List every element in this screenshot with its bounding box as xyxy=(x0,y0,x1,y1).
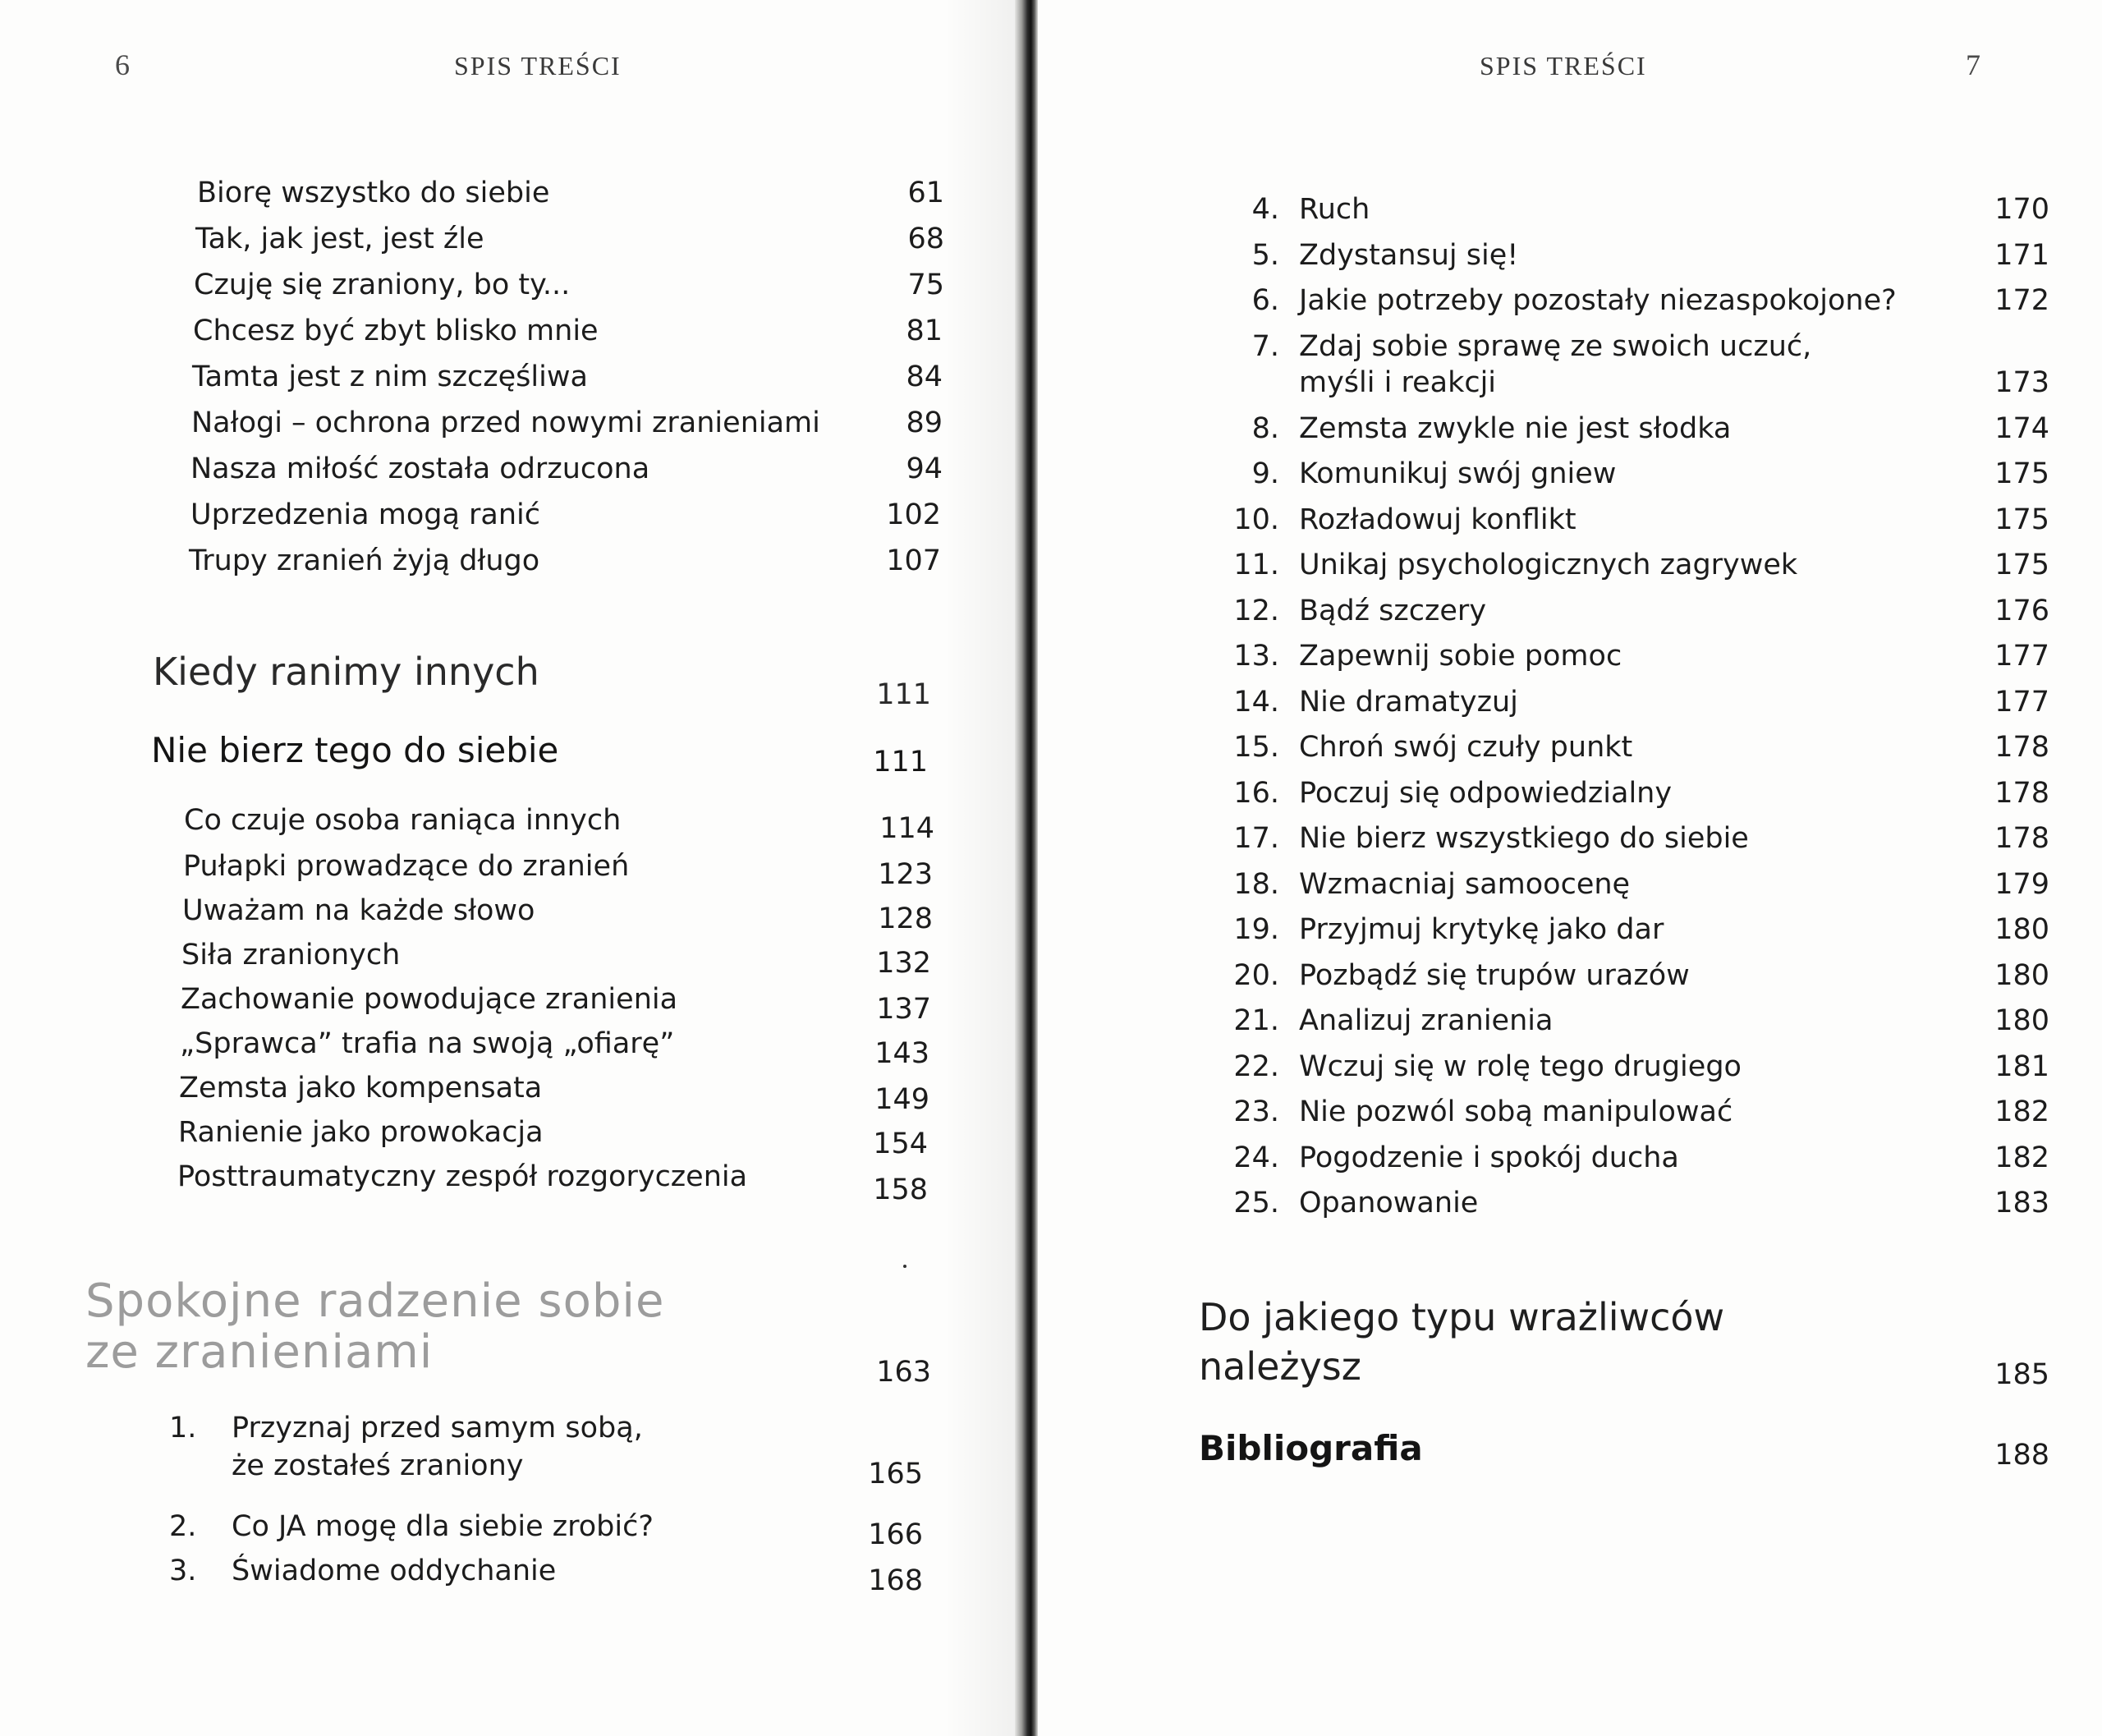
toc-entry-number: 5. xyxy=(1251,238,1279,272)
section-heading-page: 185 xyxy=(1994,1358,2049,1391)
toc-entry-title: Bądź szczery xyxy=(1299,594,1487,627)
toc-entry[interactable] xyxy=(1228,1093,2049,1131)
toc-entry-title: Siła zranionych xyxy=(181,939,401,971)
toc-entry-title: Pułapki prowadzące do zranień xyxy=(183,850,630,883)
toc-entry[interactable] xyxy=(189,174,944,212)
toc-entry-title: Uważam na każde słowo xyxy=(182,894,535,927)
toc-entry-number: 7. xyxy=(1251,329,1279,363)
toc-entry-title: Zdaj sobie sprawę ze swoich uczuć, xyxy=(1299,329,1812,363)
toc-entry[interactable] xyxy=(1228,282,2049,319)
toc-entry-title: Unikaj psychologicznych zagrywek xyxy=(1299,549,1798,581)
toc-entry-title: Poczuj się odpowiedzialny xyxy=(1299,776,1673,810)
toc-entry[interactable] xyxy=(1228,957,2049,994)
toc-entry-number: 14. xyxy=(1233,685,1279,719)
toc-entry-title: Posttraumatyczny zespół rozgoryczenia xyxy=(177,1160,748,1193)
toc-entry-title: Nie bierz wszystkiego do siebie xyxy=(1299,822,1749,855)
toc-entry-page: 175 xyxy=(1994,549,2049,581)
section-heading-title-line2: należysz xyxy=(1199,1344,1361,1389)
toc-entry-title: Wczuj się w rolę tego drugiego xyxy=(1299,1049,1742,1083)
toc-entry-title: Biorę wszystko do siebie xyxy=(197,177,550,209)
toc-entry[interactable] xyxy=(189,266,944,304)
toc-entry-page: 171 xyxy=(1994,238,2049,272)
toc-entry-page: 154 xyxy=(873,1127,928,1160)
toc-entry-title: Co JA mogę dla siebie zrobić? xyxy=(232,1510,654,1543)
toc-entry[interactable] xyxy=(169,1508,925,1551)
toc-entry[interactable] xyxy=(189,496,944,534)
toc-entry-number: 19. xyxy=(1233,913,1279,946)
toc-entry-page: 180 xyxy=(1994,1004,2049,1037)
toc-entry-title: Chcesz być zbyt blisko mnie xyxy=(193,315,599,347)
toc-entry[interactable] xyxy=(1228,501,2049,539)
toc-entry[interactable] xyxy=(189,220,944,258)
toc-entry[interactable] xyxy=(1228,237,2049,274)
toc-entry-title: Nałogi – ochrona przed nowymi zranieniami xyxy=(191,406,820,439)
toc-entry-title: Ranienie jako prowokacja xyxy=(178,1116,544,1149)
toc-entry-number: 9. xyxy=(1251,457,1279,490)
toc-entry-page: 114 xyxy=(879,812,934,845)
left-running-head: SPIS TREŚCI xyxy=(454,51,622,80)
section-heading-title-line1: Spokojne radzenie sobie xyxy=(85,1274,665,1328)
toc-entry-title: Zemsta zwykle nie jest słodka xyxy=(1299,411,1732,445)
toc-entry[interactable] xyxy=(1228,1184,2049,1222)
toc-entry-title: Opanowanie xyxy=(1299,1187,1479,1219)
toc-entry-page: 180 xyxy=(1994,913,2049,946)
toc-entry-number: 13. xyxy=(1233,640,1279,673)
toc-entry[interactable] xyxy=(1228,637,2049,675)
toc-entry[interactable] xyxy=(1228,328,2049,403)
toc-entry[interactable] xyxy=(189,358,944,396)
toc-entry-title: Pogodzenie i spokój ducha xyxy=(1299,1141,1679,1174)
toc-entry[interactable] xyxy=(1228,774,2049,812)
toc-entry-page: 132 xyxy=(876,947,931,980)
toc-entry[interactable] xyxy=(1228,410,2049,448)
toc-entry-page: 177 xyxy=(1994,640,2049,673)
toc-entry-page: 75 xyxy=(907,269,944,301)
toc-entry-page: 180 xyxy=(1994,958,2049,992)
toc-entry-page: 179 xyxy=(1994,867,2049,901)
toc-entry-page: 176 xyxy=(1994,594,2049,627)
toc-entry-page: 89 xyxy=(906,406,943,439)
toc-entry-title: Zachowanie powodujące zranienia xyxy=(181,983,678,1016)
toc-entry[interactable] xyxy=(1228,911,2049,948)
toc-entry-page: 68 xyxy=(907,223,944,255)
toc-entry-number: 4. xyxy=(1251,193,1279,226)
toc-entry[interactable] xyxy=(189,542,944,580)
left-page xyxy=(0,0,1015,1736)
toc-entry-page: 128 xyxy=(878,902,933,935)
toc-entry-number: 2. xyxy=(169,1510,197,1543)
right-page xyxy=(1038,0,2102,1736)
section-heading-page: 111 xyxy=(876,678,931,711)
toc-entry-page: 168 xyxy=(868,1564,923,1597)
toc-entry[interactable] xyxy=(1228,455,2049,493)
toc-entry-number: 15. xyxy=(1233,731,1279,764)
print-speck xyxy=(903,1265,906,1268)
toc-entry-page: 170 xyxy=(1994,193,2049,226)
toc-entry-number: 22. xyxy=(1233,1049,1279,1083)
toc-entry[interactable] xyxy=(169,1552,925,1597)
toc-entry-title: Nie dramatyzuj xyxy=(1299,685,1518,719)
section-heading-page: 111 xyxy=(873,746,928,778)
toc-entry-page: 177 xyxy=(1994,685,2049,719)
toc-entry-title-line2: myśli i reakcji xyxy=(1299,365,1497,399)
toc-entry-page: 178 xyxy=(1994,822,2049,855)
section-heading-title: Nie bierz tego do siebie xyxy=(151,730,559,770)
toc-entry-title: Chroń swój czuły punkt xyxy=(1299,731,1633,764)
section-heading-title-line1: Do jakiego typu wrażliwców xyxy=(1199,1295,1725,1339)
toc-entry[interactable] xyxy=(1228,546,2049,584)
toc-entry-page: 174 xyxy=(1994,411,2049,445)
toc-entry-page: 181 xyxy=(1994,1049,2049,1083)
toc-entry-page: 175 xyxy=(1994,457,2049,490)
toc-entry-page: 149 xyxy=(874,1083,929,1116)
toc-entry-page: 102 xyxy=(886,498,941,531)
toc-entry-number: 24. xyxy=(1233,1141,1279,1174)
toc-entry-page: 178 xyxy=(1994,776,2049,810)
toc-entry[interactable] xyxy=(178,1114,934,1160)
toc-entry-page: 107 xyxy=(886,544,941,577)
toc-entry-page: 94 xyxy=(906,452,943,485)
left-folio: 6 xyxy=(115,48,130,81)
book-gutter xyxy=(1015,0,1038,1736)
toc-entry-number: 1. xyxy=(169,1412,197,1444)
toc-entry-title: „Sprawca” trafia na swoją „ofiarę” xyxy=(180,1027,675,1060)
toc-entry-page: 81 xyxy=(906,315,943,347)
toc-entry[interactable] xyxy=(179,1069,934,1116)
toc-entry[interactable] xyxy=(179,936,934,980)
toc-entry-page: 61 xyxy=(907,177,944,209)
toc-entry-title: Jakie potrzeby pozostały niezaspokojone? xyxy=(1299,284,1897,317)
page-curve-shadow xyxy=(944,0,1015,1736)
toc-entry-title: Przyjmuj krytykę jako dar xyxy=(1299,913,1664,946)
toc-entry-page: 173 xyxy=(1994,365,2049,399)
toc-entry-title: Trupy zranień żyją długo xyxy=(189,544,540,577)
toc-entry[interactable] xyxy=(177,1158,934,1206)
toc-entry-page: 178 xyxy=(1994,731,2049,764)
toc-entry[interactable] xyxy=(189,450,944,488)
toc-entry[interactable] xyxy=(179,801,934,845)
toc-entry[interactable] xyxy=(189,404,944,442)
section-heading-title: Bibliografia xyxy=(1199,1428,1423,1468)
toc-entry-page: 175 xyxy=(1994,503,2049,536)
toc-entry[interactable] xyxy=(1228,191,2049,228)
toc-entry[interactable] xyxy=(1228,1002,2049,1040)
toc-entry-page: 158 xyxy=(873,1173,928,1206)
toc-entry-title: Czuję się zraniony, bo ty... xyxy=(194,269,571,301)
toc-entry-title: Przyznaj przed samym sobą, xyxy=(232,1412,643,1444)
toc-entry[interactable] xyxy=(179,981,934,1026)
toc-entry-title: Pozbądź się trupów urazów xyxy=(1299,958,1690,992)
toc-entry-title-line2: że zostałeś zraniony xyxy=(232,1449,524,1482)
toc-entry-number: 20. xyxy=(1233,958,1279,992)
right-running-head: SPIS TREŚCI xyxy=(1480,51,1647,80)
toc-entry-title: Komunikuj swój gniew xyxy=(1299,457,1617,490)
toc-entry-page: 182 xyxy=(1994,1141,2049,1174)
toc-entry[interactable] xyxy=(1228,1139,2049,1177)
toc-entry-number: 25. xyxy=(1233,1187,1279,1219)
toc-entry[interactable] xyxy=(1228,728,2049,766)
toc-entry-number: 18. xyxy=(1233,867,1279,901)
toc-entry-page: 84 xyxy=(906,361,943,393)
toc-entry[interactable] xyxy=(1228,683,2049,721)
toc-entry[interactable] xyxy=(1228,592,2049,630)
toc-entry-page: 172 xyxy=(1994,284,2049,317)
toc-entry-number: 12. xyxy=(1233,594,1279,627)
toc-entry-page: 182 xyxy=(1994,1095,2049,1128)
toc-entry-title: Co czuje osoba raniąca innych xyxy=(184,804,622,837)
toc-entry-title: Tak, jak jest, jest źle xyxy=(195,223,484,255)
toc-entry-page: 123 xyxy=(878,858,933,891)
toc-entry-number: 6. xyxy=(1251,284,1279,317)
toc-entry-number: 8. xyxy=(1251,411,1279,445)
toc-entry[interactable] xyxy=(1228,820,2049,857)
toc-entry-number: 23. xyxy=(1233,1095,1279,1128)
toc-entry[interactable] xyxy=(179,1025,934,1070)
toc-entry-page: 183 xyxy=(1994,1187,2049,1219)
toc-entry-title: Nasza miłość została odrzucona xyxy=(190,452,650,485)
toc-entry[interactable] xyxy=(1228,866,2049,903)
toc-entry-title: Rozładowuj konflikt xyxy=(1299,503,1576,536)
toc-entry-page: 143 xyxy=(874,1037,929,1070)
section-heading-page: 163 xyxy=(876,1356,931,1389)
toc-entry-number: 21. xyxy=(1233,1004,1279,1037)
right-folio: 7 xyxy=(1966,48,1980,81)
toc-entry-title: Ruch xyxy=(1299,193,1370,226)
toc-entry-page: 137 xyxy=(876,993,931,1026)
toc-entry-number: 11. xyxy=(1233,549,1279,581)
section-heading-title-line2: ze zranieniami xyxy=(85,1325,434,1379)
toc-entry[interactable] xyxy=(1228,1048,2049,1086)
toc-entry-number: 17. xyxy=(1233,822,1279,855)
toc-entry-title: Tamta jest z nim szczęśliwa xyxy=(192,361,588,393)
toc-entry-title: Świadome oddychanie xyxy=(232,1555,557,1587)
toc-entry-number: 16. xyxy=(1233,776,1279,810)
toc-entry-title: Zapewnij sobie pomoc xyxy=(1299,640,1622,673)
toc-entry[interactable] xyxy=(169,1409,925,1490)
toc-entry[interactable] xyxy=(189,312,944,350)
toc-entry-page: 165 xyxy=(868,1458,923,1490)
toc-entry-page: 166 xyxy=(868,1518,923,1551)
toc-entry-number: 10. xyxy=(1233,503,1279,536)
toc-entry-title: Zemsta jako kompensata xyxy=(179,1072,543,1105)
toc-entry-title: Zdystansuj się! xyxy=(1299,238,1519,272)
toc-entry-number: 3. xyxy=(169,1555,197,1587)
toc-entry-title: Uprzedzenia mogą ranić xyxy=(190,498,541,531)
toc-entry-title: Nie pozwól sobą manipulować xyxy=(1299,1095,1733,1128)
toc-entry[interactable] xyxy=(179,892,934,935)
section-heading-title: Kiedy ranimy innych xyxy=(153,650,539,694)
toc-entry[interactable] xyxy=(179,847,934,891)
toc-entry-title: Wzmacniaj samoocenę xyxy=(1299,867,1631,901)
section-heading-page: 188 xyxy=(1994,1439,2049,1472)
toc-entry-title: Analizuj zranienia xyxy=(1299,1004,1554,1037)
